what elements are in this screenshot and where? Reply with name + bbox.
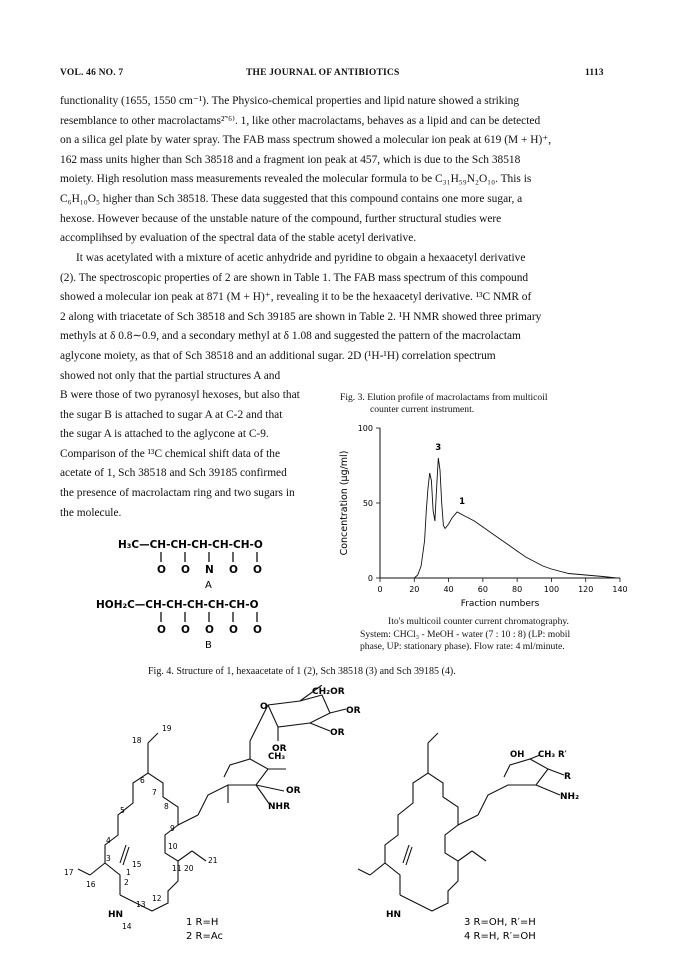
- atom-hn: HN: [386, 910, 402, 920]
- svg-text:2: 2: [124, 878, 129, 887]
- svg-text:3: 3: [106, 854, 111, 863]
- running-header-volume: VOL. 46 NO. 7: [60, 68, 124, 78]
- structure-a-atom: N: [205, 564, 214, 576]
- svg-text:8: 8: [164, 802, 169, 811]
- structure-3-bonds: [358, 733, 564, 911]
- compound-label-3: 3 R=OH, R′=H: [464, 917, 536, 928]
- x-tick-label: 0: [377, 585, 383, 594]
- position-numbers: [64, 724, 218, 931]
- x-tick-label: 80: [512, 585, 523, 594]
- structure-a-atom: O: [181, 564, 190, 576]
- atom-nh2: NH₂: [560, 792, 580, 802]
- structure-a-chain: H₃C—CH-CH-CH-CH-CH-O: [118, 539, 263, 551]
- text-line: resemblance to other macrolactams²˜⁶⁾. 1, like other macrolactams, behaves as a lipid and can be detected: [60, 114, 541, 127]
- compound-label-2: 2 R=Ac: [186, 931, 224, 942]
- text-line: It was acetylated with a mixture of acetic anhydride and pyridine to obgain a hexaacetyl derivative: [76, 252, 526, 264]
- fig3-note: [360, 616, 570, 654]
- structure-b-label: B: [205, 640, 212, 651]
- svg-text:9: 9: [170, 824, 175, 833]
- svg-text:18: 18: [132, 736, 142, 745]
- atom-ch3: CH₃: [268, 752, 286, 762]
- compound-label-1: 1 R=H: [186, 917, 219, 928]
- text-line: hexose. However because of the unstable nature of the compound, further structural studies were: [60, 212, 502, 225]
- structure-a-atom: O: [253, 564, 262, 576]
- structure-a-atom: O: [229, 564, 238, 576]
- text-line: 162 mass units higher than Sch 38518 and a fragment ion peak at 457, which is due to the Sch 38518: [60, 153, 521, 166]
- atom-r-prime: R′: [558, 750, 567, 760]
- svg-text:20: 20: [184, 864, 194, 873]
- structure-b-atom: O: [229, 624, 238, 636]
- structure-b-atom: O: [157, 624, 166, 636]
- peak-label-1: 1: [459, 497, 466, 507]
- atom-o: O: [260, 702, 268, 712]
- atom-or: OR: [286, 786, 301, 796]
- structure-a-label: A: [205, 580, 212, 591]
- y-tick-label: 100: [357, 424, 373, 433]
- text-line: aglycone moiety, as that of Sch 38518 and an additional sugar. 2D (¹H-¹H) correlation spectrum: [60, 349, 496, 362]
- text-line: the presence of macrolactam ring and two sugars in: [60, 486, 295, 499]
- atom-r: R: [564, 772, 571, 782]
- svg-text:14: 14: [122, 922, 132, 931]
- structure-b-atom: O: [181, 624, 190, 636]
- page-number: 1113: [585, 68, 604, 78]
- structure-a-atom: O: [157, 564, 166, 576]
- x-tick-label: 140: [612, 585, 628, 594]
- svg-text:6: 6: [140, 776, 145, 785]
- text-line: functionality (1655, 1550 cm⁻¹). The Physico-chemical properties and lipid nature showed a striking: [60, 95, 520, 107]
- running-header-journal: THE JOURNAL OF ANTIBIOTICS: [246, 68, 400, 78]
- svg-text:10: 10: [168, 842, 178, 851]
- text-line: accomplihsed by evaluation of the spectral data of the stable acetyl derivative.: [60, 232, 417, 245]
- svg-text:13: 13: [136, 900, 146, 909]
- text-line: acetate of 1, Sch 38518 and Sch 39185 confirmed: [60, 467, 287, 480]
- y-tick-label: 0: [367, 574, 373, 583]
- structure-b-atom: O: [205, 624, 214, 636]
- partial-structure-a: [118, 539, 263, 591]
- elution-curve: [414, 458, 616, 578]
- atom-or: OR: [330, 728, 345, 738]
- text-line: 2 along with triacetate of Sch 38518 and Sch 39185 are shown in Table 2. ¹H NMR showed three primary: [60, 310, 542, 323]
- atom-ch3: CH₃: [538, 750, 556, 760]
- svg-text:11: 11: [172, 864, 182, 873]
- structure-b-atom: O: [253, 624, 262, 636]
- atom-hn: HN: [108, 910, 124, 920]
- atom-or: OR: [346, 706, 361, 716]
- y-axis-label: Concentration (μg/ml): [339, 450, 350, 556]
- structure-1-bonds: [78, 685, 346, 911]
- atom-ch2or: CH₂OR: [312, 687, 345, 697]
- left-column-text: [60, 386, 330, 523]
- atom-or: OR: [272, 744, 287, 754]
- fig4-caption: Fig. 4. Structure of 1, hexaacetate of 1 (2), Sch 38518 (3) and Sch 39185 (4).: [148, 666, 456, 677]
- fig3-note-line: phase, UP: stationary phase). Flow rate: 4 ml/minute.: [360, 641, 565, 652]
- fig3-caption: [340, 392, 548, 416]
- text-line: Comparison of the ¹³C chemical shift data of the: [60, 447, 281, 460]
- text-line: showed not only that the partial structures A and: [60, 369, 281, 382]
- text-line: on a silica gel plate by water spray. The FAB mass spectrum showed a molecular ion peak at 619 (M + H)⁺,: [60, 134, 552, 147]
- x-tick-label: 120: [578, 585, 594, 594]
- paragraph-1: [60, 92, 620, 249]
- x-axis-label: Fraction numbers: [460, 599, 540, 609]
- elution-chart: [335, 420, 630, 615]
- fig3-caption-line: Fig. 3. Elution profile of macrolactams from multicoil: [340, 392, 548, 403]
- svg-text:7: 7: [152, 788, 157, 797]
- atom-nhr: NHR: [268, 802, 290, 812]
- svg-text:12: 12: [152, 894, 162, 903]
- fig3-caption-line: counter current instrument.: [370, 404, 475, 415]
- text-line: B were those of two pyranosyl hexoses, but also that: [60, 389, 300, 401]
- fig3-note-line: Ito's multicoil counter current chromatography.: [388, 616, 569, 627]
- paragraph-2: [60, 249, 620, 386]
- text-line: C₆H₁₀O₅ higher than Sch 38518. These data suggested that this compound contains one more sugar, a: [60, 192, 523, 205]
- svg-text:1: 1: [126, 868, 131, 877]
- structure-b-chain: HOH₂C—CH-CH-CH-CH-CH-O: [96, 599, 259, 611]
- chart-axes: [380, 428, 620, 578]
- y-tick-label: 50: [362, 499, 373, 508]
- x-tick-label: 20: [409, 585, 420, 594]
- x-tick-label: 60: [477, 585, 488, 594]
- partial-structure-b: [96, 599, 262, 651]
- text-line: the sugar A is attached to the aglycone at C-9.: [60, 428, 269, 441]
- text-line: the molecule.: [60, 506, 122, 519]
- text-line: (2). The spectroscopic properties of 2 are shown in Table 1. The FAB mass spectrum of this compound: [60, 271, 529, 284]
- svg-text:5: 5: [120, 806, 125, 815]
- fig4-structures: [60, 685, 640, 955]
- x-tick-label: 100: [543, 585, 560, 594]
- svg-text:4: 4: [106, 836, 111, 845]
- text-line: the sugar B is attached to sugar A at C-2 and that: [60, 408, 283, 421]
- text-line: moiety. High resolution mass measurements revealed the molecular formula to be C₃₁H₅₉N₂O₁₀. This is: [60, 173, 532, 186]
- text-line: methyls at δ 0.8∼0.9, and a secondary methyl at δ 1.08 and suggested the pattern of the macrolactam: [60, 330, 521, 343]
- svg-text:16: 16: [86, 880, 96, 889]
- svg-text:17: 17: [64, 868, 74, 877]
- chart-ticks: [358, 424, 628, 594]
- svg-text:15: 15: [132, 860, 142, 869]
- peak-label-3: 3: [435, 443, 442, 453]
- svg-text:21: 21: [208, 856, 218, 865]
- compound-label-4: 4 R=H, R′=OH: [464, 931, 536, 942]
- fig3-note-line: System: CHCl₃ - MeOH - water (7 : 10 : 8) (LP: mobil: [360, 628, 571, 640]
- x-tick-label: 40: [443, 585, 454, 594]
- atom-oh: OH: [510, 750, 525, 760]
- partial-structures: [60, 528, 330, 658]
- text-line: showed a molecular ion peak at 871 (M + H)⁺, revealing it to be the hexaacetyl derivative. ¹³C NMR of: [60, 291, 532, 304]
- svg-text:19: 19: [162, 724, 172, 733]
